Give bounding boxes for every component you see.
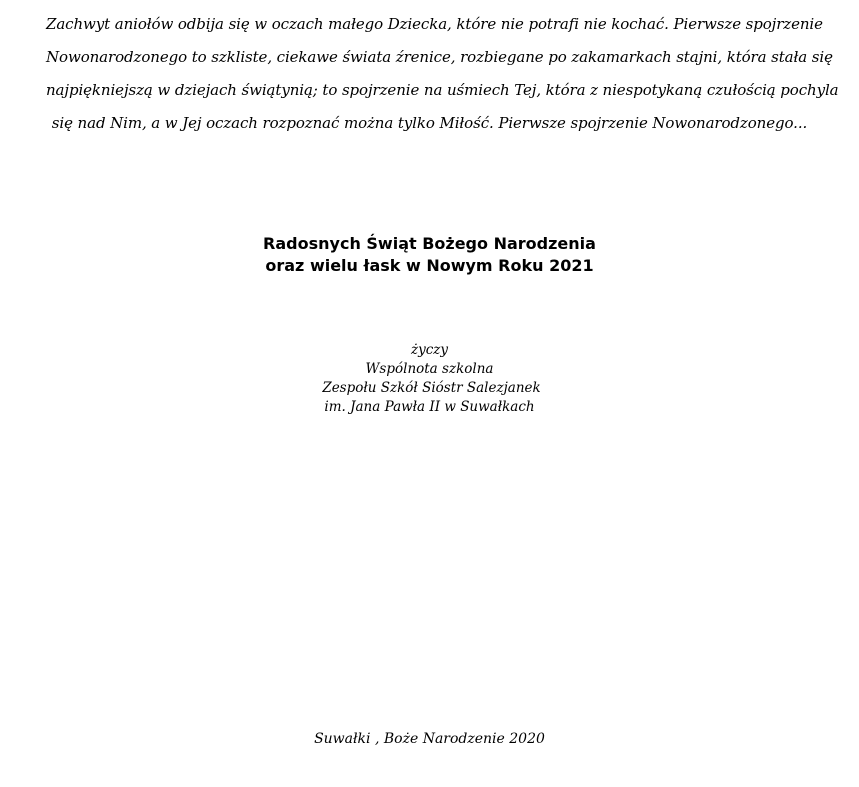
greeting-line-2: oraz wielu łask w Nowym Roku 2021	[265, 256, 594, 275]
intro-line: Nowonarodzonego to szkliste, ciekawe świata źrenice, rozbiegane po zakamarkach stajni, która stała się	[46, 48, 833, 66]
signature-wishes: życzy	[410, 342, 449, 358]
signature-patron-city: im. Jana Pawła II w Suwałkach	[324, 399, 535, 415]
signature-school: Zespołu Szkół Sióstr Salezjanek	[322, 380, 541, 396]
intro-line: najpiękniejszą w dziejach świątynią; to spojrzenie na uśmiech Tej, która z niespotykaną czułością pochyla	[46, 81, 839, 99]
greeting-heading	[0, 233, 859, 277]
intro-paragraph	[46, 8, 839, 140]
greeting-line-1: Radosnych Świąt Bożego Narodzenia	[263, 234, 596, 253]
place-date-footer: Suwałki , Boże Narodzenie 2020	[314, 731, 545, 747]
intro-line: Zachwyt aniołów odbija się w oczach małego Dziecka, które nie potrafi nie kochać. Pierwsze spojrzenie	[46, 15, 823, 33]
signature-community: Wspólnota szkolna	[365, 361, 494, 377]
intro-line: się nad Nim, a w Jej oczach rozpoznać można tylko Miłość. Pierwsze spojrzenie Nowonarodzonego...	[51, 114, 808, 132]
signature-block	[0, 341, 859, 417]
